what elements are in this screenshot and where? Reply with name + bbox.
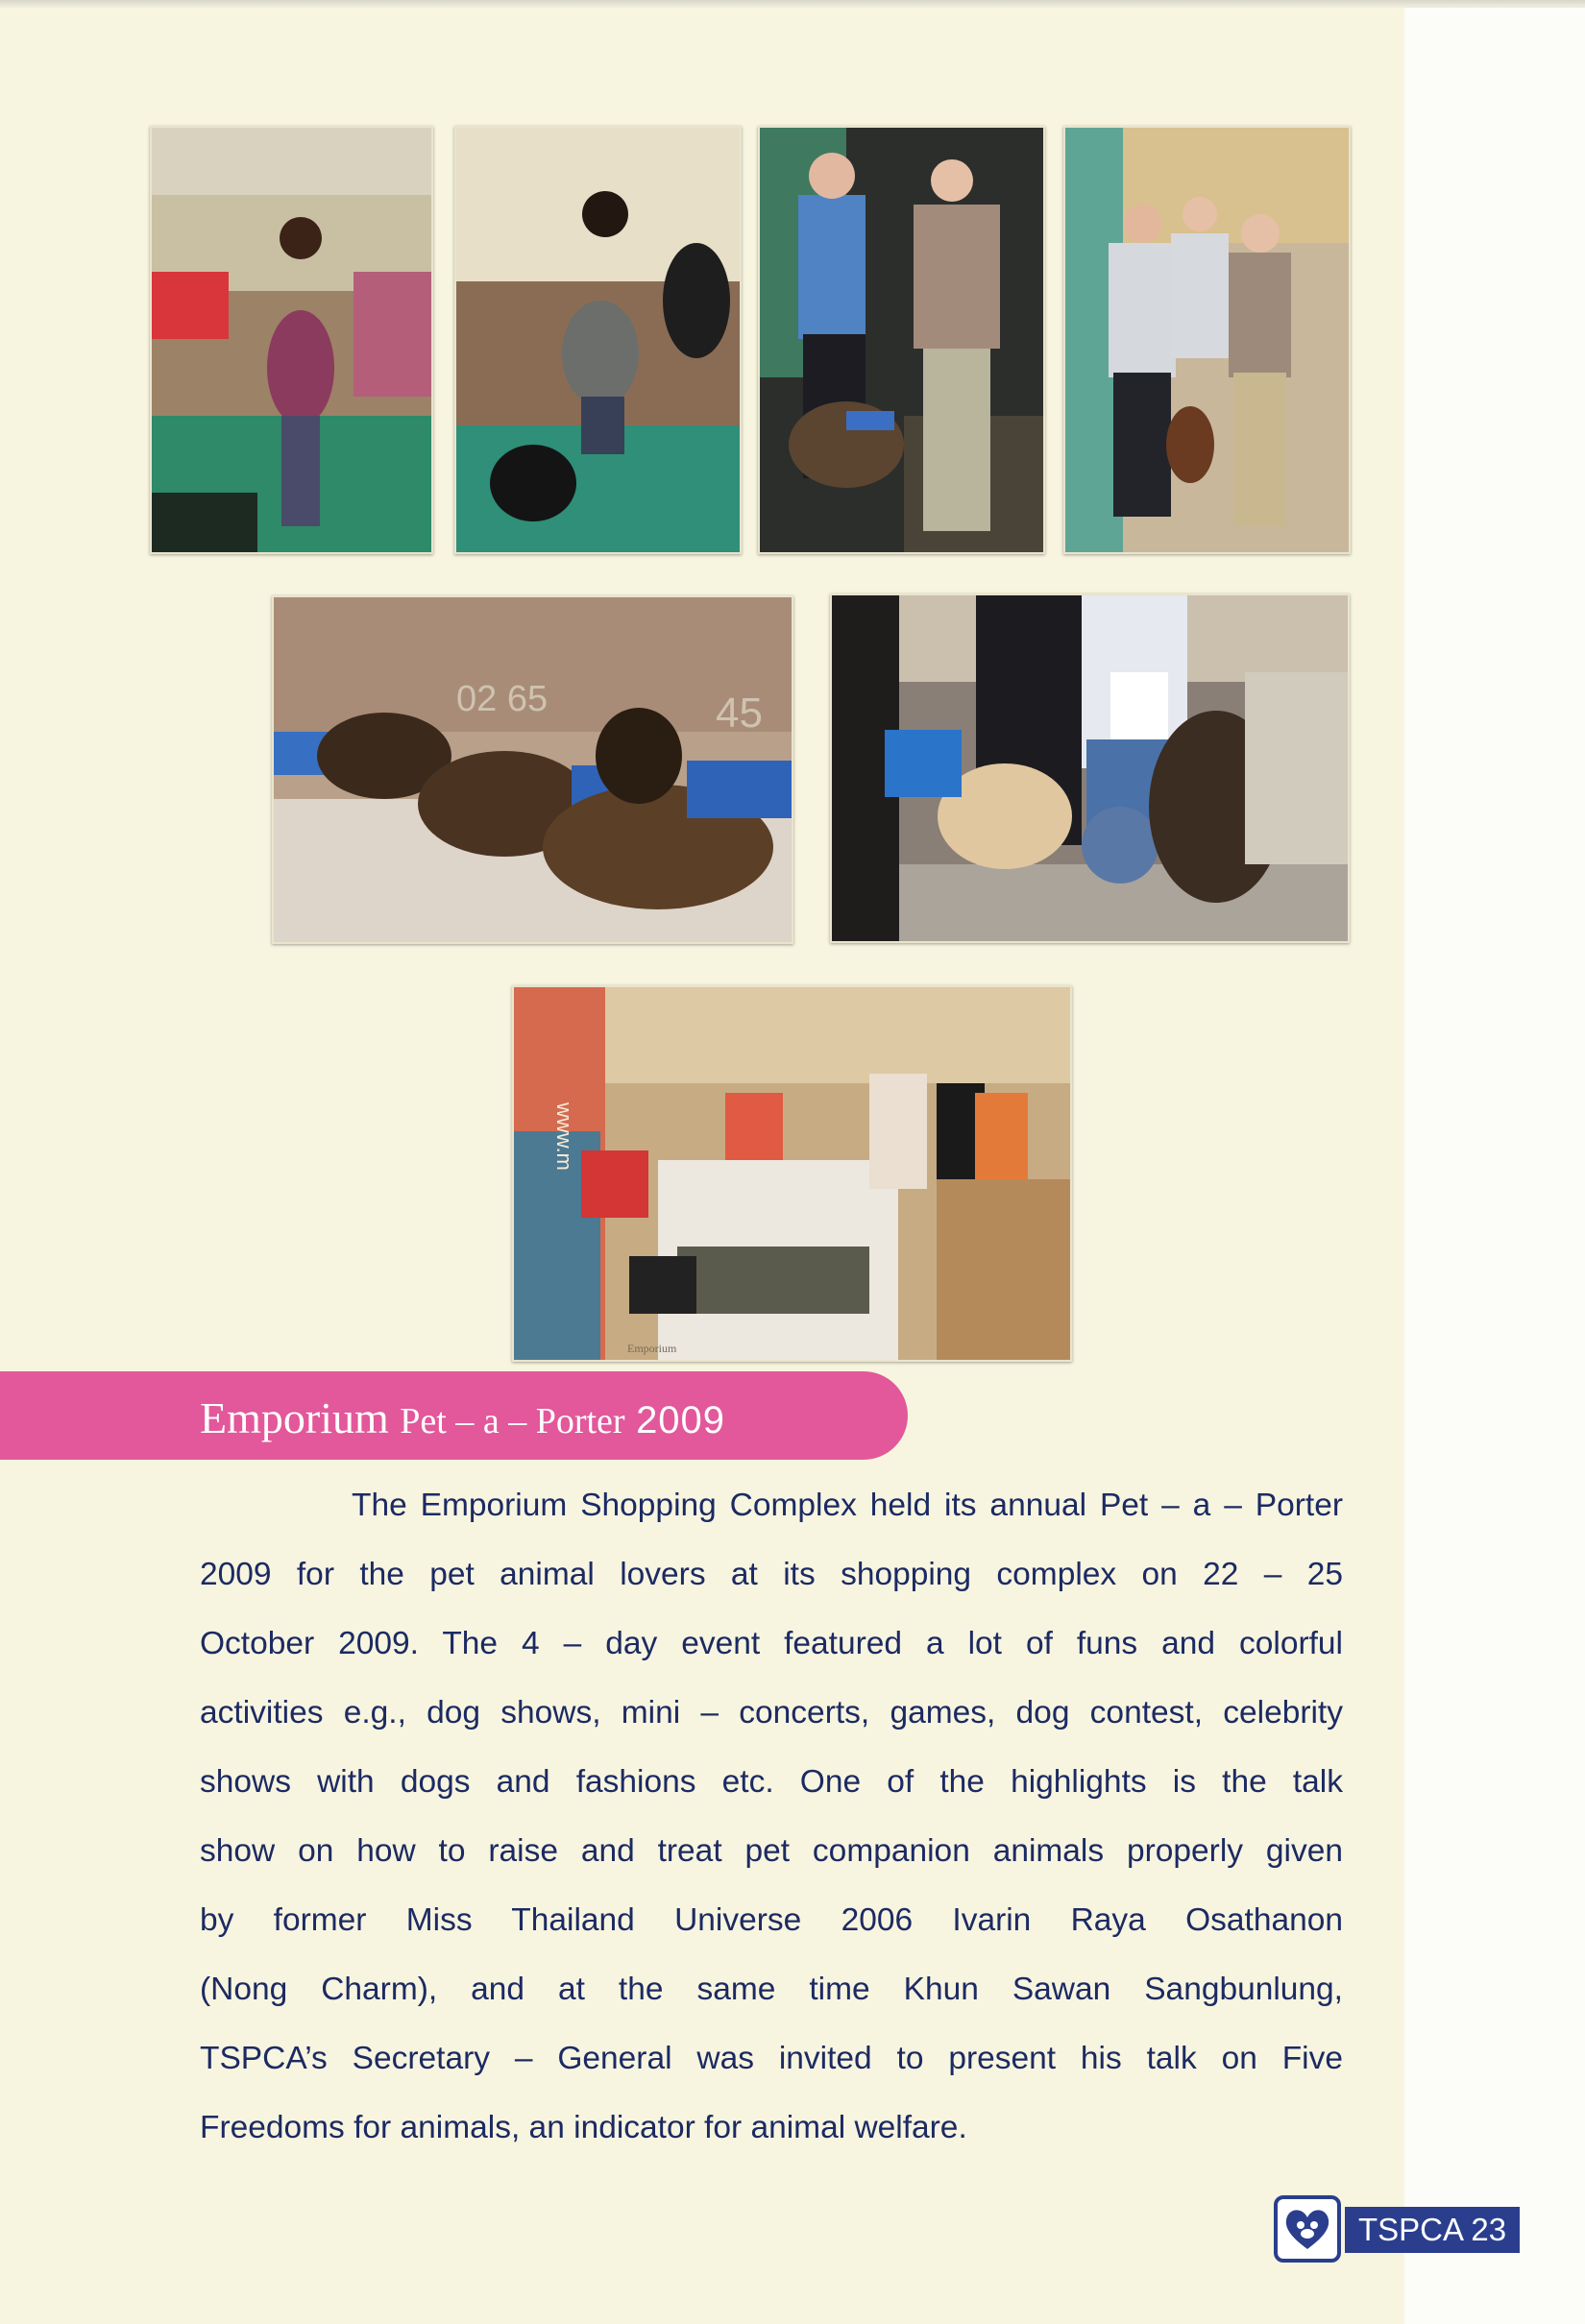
footer-brand: TSPCA [1358,2212,1463,2247]
heart-paw-logo-icon [1274,2195,1341,2263]
photo-officer-with-police-dog [758,126,1045,554]
body-line-10: Freedoms for animals, an indicator for animal welfare. [200,2110,967,2145]
title-main: Emporium [200,1393,389,1442]
page-badge [1345,2207,1520,2253]
body-line-3: October 2009. The 4 – day event featured a lot of funs and colorful [200,1626,1343,1661]
photo-officers-and-dogs-in-mall [1063,126,1351,554]
photo-labrador-and-girl [830,593,1350,943]
body-line-4: activities e.g., dog shows, mini – concerts, games, dog contest, celebrity [200,1695,1343,1731]
page-number: 23 [1471,2212,1507,2247]
photo-fashion-show-woman-with-dog [150,126,433,554]
body-line-1: The Emporium Shopping Complex held its annual Pet – a – Porter [352,1488,1343,1523]
booth-banner-text: www.m [552,1102,576,1171]
scan-margin [1404,0,1585,2324]
photo-merchandise-booth [512,985,1072,1362]
body-line-6: show on how to raise and treat pet companion animals properly given [200,1833,1343,1869]
title-year: 2009 [636,1399,726,1441]
wall-phone-number-text: 02 65 [456,679,549,719]
title-pet-a-porter: Pet – a – Porter [400,1401,625,1441]
booth-sign-text: Emporium [627,1342,677,1355]
article-paragraph [200,1471,1343,2163]
body-line-5: shows with dogs and fashions etc. One of the highlights is the talk [200,1764,1343,1800]
body-line-8: (Nong Charm), and at the same time Khun Sawan Sangbunlung, [200,1972,1343,2007]
body-line-9: TSPCA’s Secretary – General was invited to present his talk on Five [200,2041,1343,2076]
body-line-2: 2009 for the pet animal lovers at its shopping complex on 22 – 25 [200,1557,1343,1592]
article-title [200,1392,725,1443]
photo-three-police-dogs-lying [272,595,793,944]
title-banner [0,1371,908,1460]
photo-woman-with-small-dogs [454,126,742,554]
top-rule [0,0,1585,8]
body-line-7: by former Miss Thailand Universe 2006 Ivarin Raya Osathanon [200,1902,1343,1938]
article-body [200,1471,1343,2163]
wall-phone-number-end-text: 45 [716,690,763,737]
